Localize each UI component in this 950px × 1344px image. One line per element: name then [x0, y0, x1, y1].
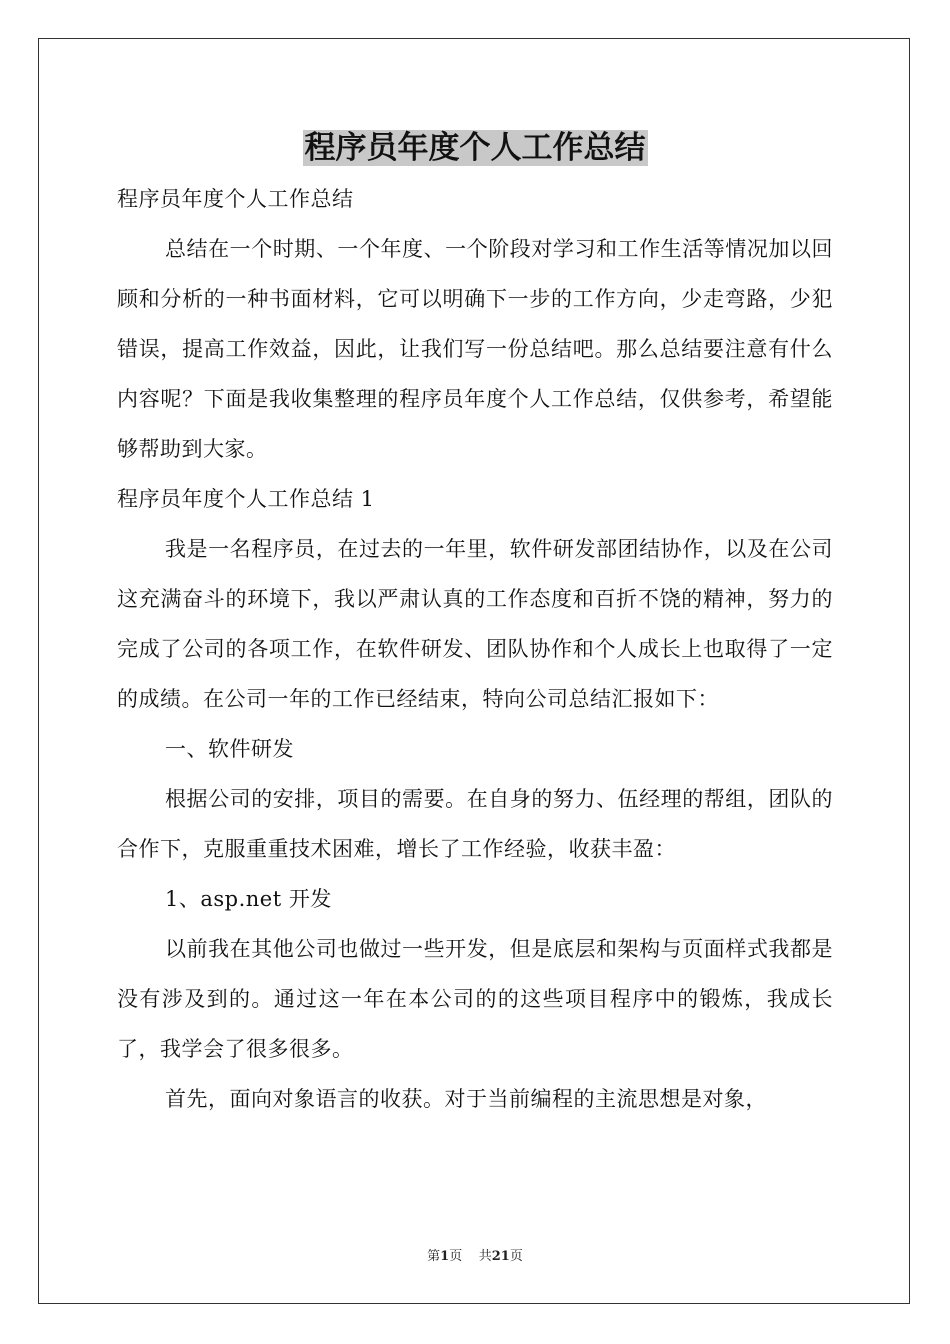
footer-total-suffix: 页 — [509, 1249, 523, 1264]
paragraph-section-heading: 程序员年度个人工作总结 1 — [117, 487, 375, 511]
document-body — [117, 174, 833, 1124]
document-title-text: 程序员年度个人工作总结 — [304, 130, 646, 166]
paragraph-intro: 总结在一个时期、一个年度、一个阶段对学习和工作生活等情况加以回顾和分析的一种书面材料，它可以明确下一步的工作方向，少走弯路，少犯错误，提高工作效益，因此，让我们写一份总结吧。那么总结要注意有什么内容呢？下面是我收集整理的程序员年度个人工作总结，仅供参考，希望能够帮助到大家。 — [117, 237, 833, 461]
document-title — [0, 128, 950, 168]
paragraph-subtitle: 程序员年度个人工作总结 — [117, 187, 354, 211]
paragraph-arrangement: 根据公司的安排，项目的需要。在自身的努力、伍经理的帮组，团队的合作下，克服重重技术困难，增长了工作经验，收获丰盈： — [117, 787, 833, 861]
footer-page-number: 1 — [440, 1249, 450, 1264]
paragraph-previous-experience: 以前我在其他公司也做过一些开发，但是底层和架构与页面样式我都是没有涉及到的。通过这一年在本公司的的这些项目程序中的锻炼，我成长了，我学会了很多很多。 — [117, 937, 833, 1061]
paragraph-self-intro: 我是一名程序员，在过去的一年里，软件研发部团结协作，以及在公司这充满奋斗的环境下，我以严肃认真的工作态度和百折不饶的精神，努力的完成了公司的各项工作，在软件研发、团队协作和个人成长上也取得了一定的成绩。在公司一年的工作已经结束，特向公司总结汇报如下： — [117, 537, 833, 711]
footer-page-prefix: 第 — [427, 1249, 441, 1264]
paragraph-oop-gains: 首先，面向对象语言的收获。对于当前编程的主流思想是对象， — [165, 1087, 767, 1111]
paragraph-heading-aspnet: 1、asp.net 开发 — [165, 887, 332, 911]
footer-total-pages: 21 — [491, 1249, 510, 1264]
paragraph-heading-software-dev: 一、软件研发 — [165, 737, 294, 761]
footer-page-suffix: 页 — [449, 1249, 463, 1264]
page-footer — [0, 1248, 950, 1266]
footer-total-prefix: 共 — [478, 1249, 492, 1264]
